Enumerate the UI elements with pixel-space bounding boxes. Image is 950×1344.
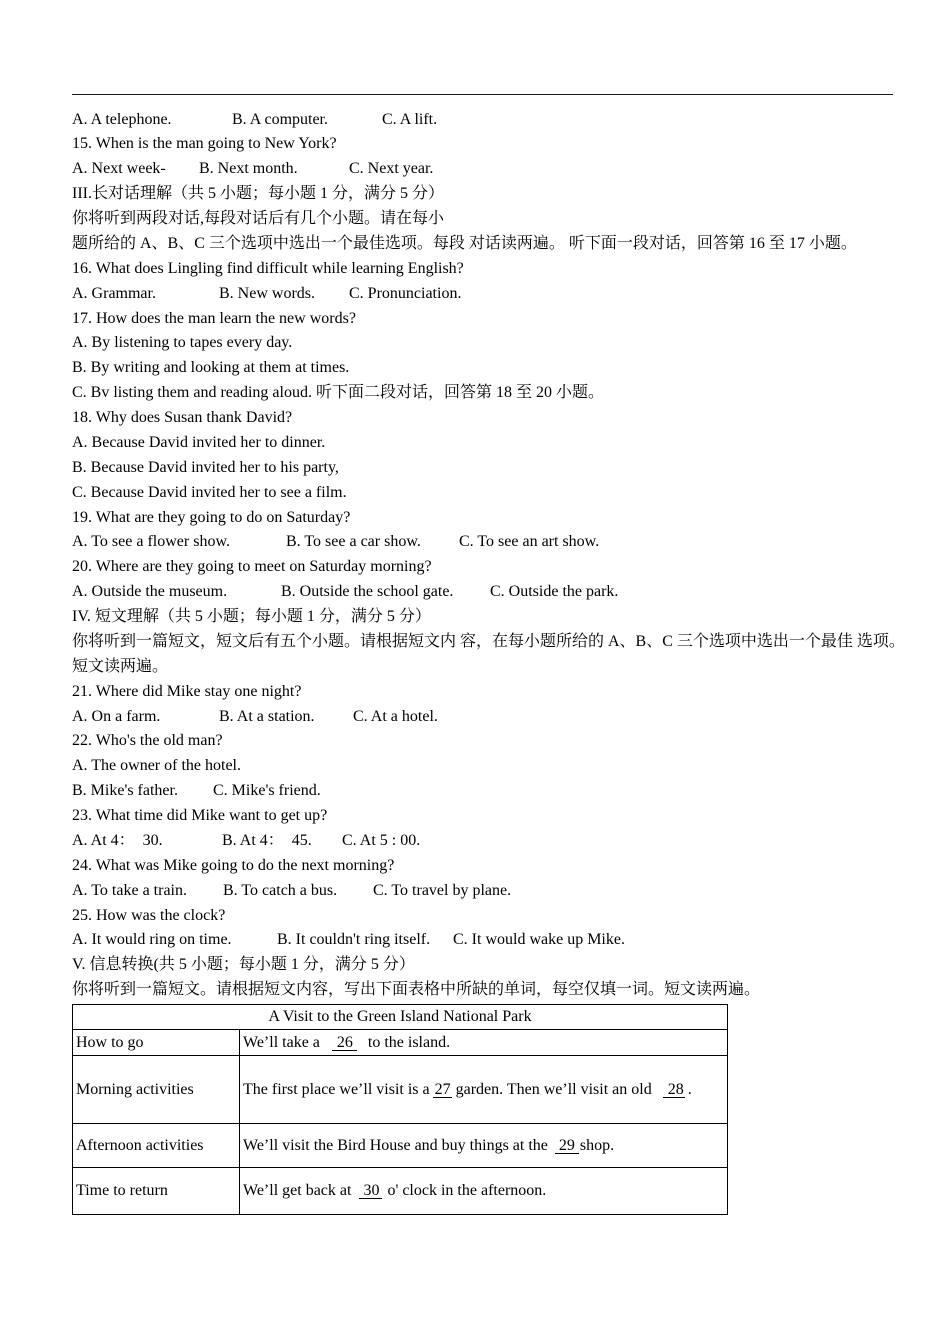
- question-14-options: [72, 108, 942, 133]
- question-17-option-b-line: [72, 356, 942, 381]
- part-3-instruction-2: 题所给的 A、B、C 三个选项中选出一个最佳选项。每段 对话读两遍。 听下面一段对话，回答第 16 至 17 小题。: [72, 234, 857, 252]
- question-23-line: [72, 804, 942, 829]
- table-header-row: [73, 1005, 728, 1030]
- question-23-option-b: B. At 4： 45.: [222, 831, 312, 849]
- dialogue-2-instruction: 听下面二段对话，回答第 18 至 20 小题。: [315, 384, 604, 402]
- row-text: shop.: [579, 1136, 615, 1154]
- question-20-options: [72, 580, 942, 605]
- question-17-option-a-line: [72, 331, 942, 356]
- table-row-afternoon-activities: [73, 1124, 728, 1168]
- part-5-instruction-line-1: [72, 978, 942, 1003]
- info-table: [72, 1004, 728, 1215]
- question-17-stem: 17. How does the man learn the new words?: [72, 309, 356, 327]
- question-15-option-c: C. Next year.: [349, 160, 434, 178]
- question-24-options: [72, 879, 942, 904]
- table-title: A Visit to the Green Island National Park: [73, 1005, 728, 1030]
- question-25-options: [72, 928, 942, 953]
- row-text: We’ll visit the Bird House and buy things at the: [243, 1136, 548, 1154]
- question-18-option-b-line: [72, 456, 942, 481]
- question-20-stem: 20. Where are they going to meet on Saturday morning?: [72, 558, 432, 576]
- question-22-options-bc: [72, 779, 942, 804]
- question-20-option-c: C. Outside the park.: [490, 583, 619, 601]
- table-row-morning-activities: [73, 1056, 728, 1124]
- row-text: garden. Then we’ll visit an old: [455, 1080, 652, 1098]
- row-content-morning-activities: [240, 1056, 728, 1124]
- question-17-option-a: A. By listening to tapes every day.: [72, 334, 293, 352]
- row-label-how-to-go: How to go: [73, 1030, 240, 1056]
- question-18-option-a-line: [72, 431, 942, 456]
- part-5-heading: V. 信息转换(共 5 小题；每小题 1 分，满分 5 分）: [72, 956, 415, 974]
- question-15-line: [72, 132, 942, 157]
- part-4-instruction-line-1: [72, 630, 942, 655]
- question-19-line: [72, 506, 942, 531]
- question-17-option-b: B. By writing and looking at them at times.: [72, 359, 350, 377]
- question-16-options: [72, 282, 942, 307]
- question-17-option-c-line: [72, 381, 942, 406]
- question-23-stem: 23. What time did Mike want to get up?: [72, 807, 328, 824]
- part-3-heading: III.长对话理解（共 5 小题；每小题 1 分，满分 5 分）: [72, 185, 444, 203]
- question-21-option-b: B. At a station.: [219, 707, 315, 725]
- question-25-option-a: A. It would ring on time.: [72, 931, 232, 949]
- question-18-stem: 18. Why does Susan thank David?: [72, 409, 293, 426]
- question-17-line: [72, 307, 942, 332]
- question-25-stem: 25. How was the clock?: [72, 906, 226, 924]
- row-label-time-to-return: Time to return: [73, 1168, 240, 1215]
- part-4-instruction-2: 短文读两遍。: [72, 657, 169, 675]
- question-24-option-c: C. To travel by plane.: [373, 881, 512, 899]
- question-19-option-b: B. To see a car show.: [286, 533, 421, 551]
- question-15-stem: 15. When is the man going to New York?: [72, 135, 337, 153]
- question-19-option-c: C. To see an art show.: [459, 533, 600, 551]
- part-3-instruction-line-1: [72, 207, 942, 232]
- question-18-option-c-line: [72, 481, 942, 506]
- question-16-option-c: C. Pronunciation.: [349, 284, 462, 302]
- exam-text: [72, 108, 942, 1004]
- part-5-instruction-1: 你将听到一篇短文。请根据短文内容，写出下面表格中所缺的单词，每空仅填一词。短文读两遍。: [72, 981, 761, 999]
- question-21-option-c: C. At a hotel.: [353, 707, 438, 725]
- question-25-option-b: B. It couldn't ring itself.: [277, 931, 431, 949]
- question-16-option-a: A. Grammar.: [72, 284, 156, 302]
- question-24-option-a: A. To take a train.: [72, 881, 187, 899]
- question-22-option-c: C. Mike's friend.: [213, 782, 321, 800]
- question-21-option-a: A. On a farm.: [72, 707, 161, 725]
- row-text: .: [687, 1080, 692, 1098]
- part-4-heading: IV. 短文理解（共 5 小题；每小题 1 分，满分 5 分）: [72, 608, 431, 625]
- blank-27: 27: [434, 1080, 451, 1098]
- part-4-instruction-1: 你将听到一篇短文，短文后有五个小题。请根据短文内 容，在每小题所给的 A、B、C 三个选项中选出一个最佳 选项。: [72, 632, 905, 650]
- question-22-option-b: B. Mike's father.: [72, 782, 178, 800]
- row-text: We’ll get back at: [243, 1182, 352, 1199]
- question-21-line: [72, 680, 942, 705]
- row-label-afternoon-activities: Afternoon activities: [73, 1124, 240, 1168]
- question-19-options: [72, 530, 942, 555]
- part-5-heading-line: [72, 953, 942, 978]
- question-15-options: [72, 157, 942, 182]
- question-20-option-b: B. Outside the school gate.: [281, 583, 454, 601]
- part-3-instruction-1: 你将听到两段对话,每段对话后有几个小题。请在每小: [72, 210, 445, 227]
- question-19-stem: 19. What are they going to do on Saturday?: [72, 508, 351, 526]
- question-24-line: [72, 854, 942, 879]
- question-16-stem: 16. What does Lingling find difficult while learning English?: [72, 259, 464, 277]
- question-22-option-a: A. The owner of the hotel.: [72, 757, 241, 775]
- question-23-options: [72, 829, 942, 854]
- header-rule: [72, 94, 893, 95]
- question-21-options: [72, 705, 942, 730]
- question-16-line: [72, 257, 942, 282]
- question-25-line: [72, 904, 942, 929]
- question-24-option-b: B. To catch a bus.: [223, 881, 338, 899]
- row-content-time-to-return: [240, 1168, 728, 1215]
- question-25-option-c: C. It would wake up Mike.: [453, 931, 625, 949]
- part-3-instruction-line-2: [72, 232, 942, 257]
- question-20-option-a: A. Outside the museum.: [72, 583, 228, 601]
- blank-29: 29: [555, 1138, 579, 1154]
- question-18-option-a: A. Because David invited her to dinner.: [72, 433, 326, 451]
- question-16-option-b: B. New words.: [219, 284, 315, 302]
- question-14-option-b: B. A computer.: [232, 110, 328, 128]
- question-15-option-a: A. Next week-: [72, 160, 166, 178]
- row-content-afternoon-activities: [240, 1124, 728, 1168]
- question-24-stem: 24. What was Mike going to do the next morning?: [72, 856, 395, 874]
- table-row-how-to-go: [73, 1030, 728, 1056]
- row-text: The first place we’ll visit is a: [243, 1080, 430, 1098]
- row-text: o' clock in the afternoon.: [387, 1182, 547, 1199]
- part-4-instruction-line-2: [72, 655, 942, 680]
- question-18-option-b: B. Because David invited her to his party,: [72, 458, 339, 476]
- question-22-option-a-line: [72, 754, 942, 779]
- question-22-line: [72, 729, 942, 754]
- part-3-heading-line: [72, 182, 942, 207]
- part-4-heading-line: [72, 605, 942, 630]
- question-18-option-c: C. Because David invited her to see a film.: [72, 483, 347, 501]
- question-14-option-c: C. A lift.: [382, 110, 438, 128]
- row-text: to the island.: [367, 1033, 451, 1051]
- question-20-line: [72, 555, 942, 580]
- question-23-option-c: C. At 5 : 00.: [342, 831, 421, 849]
- question-14-option-a: A. A telephone.: [72, 110, 172, 128]
- row-label-morning-activities: Morning activities: [73, 1056, 240, 1124]
- question-21-stem: 21. Where did Mike stay one night?: [72, 682, 302, 700]
- blank-26: 26: [332, 1035, 357, 1051]
- blank-30: 30: [359, 1183, 382, 1199]
- question-22-stem: 22. Who's the old man?: [72, 732, 223, 750]
- question-17-option-c: C. Bv listing them and reading aloud.: [72, 384, 312, 402]
- question-23-option-a: A. At 4： 30.: [72, 831, 163, 849]
- question-19-option-a: A. To see a flower show.: [72, 533, 230, 551]
- table-row-time-to-return: [73, 1168, 728, 1215]
- row-text: We’ll take a: [243, 1033, 320, 1051]
- blank-28: 28: [663, 1082, 685, 1098]
- row-content-how-to-go: [240, 1030, 728, 1056]
- question-15-option-b: B. Next month.: [199, 160, 298, 178]
- question-18-line: [72, 406, 942, 431]
